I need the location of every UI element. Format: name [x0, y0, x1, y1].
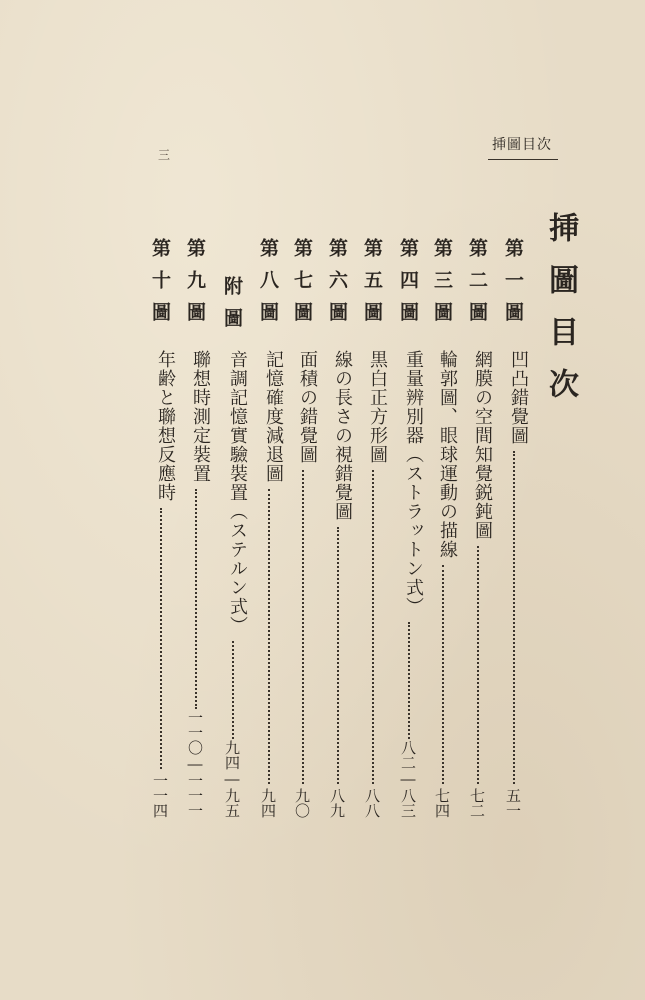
dot-leader [160, 508, 162, 769]
figure-label: 第四圖 [397, 238, 419, 334]
figure-title: 輪郭圖、眼球運動の描線 [437, 350, 458, 559]
toc-entry [362, 238, 386, 818]
figure-title: 黒白正方形圖 [367, 350, 388, 464]
figure-title: 記憶確度減退圖 [263, 350, 284, 483]
figure-label: 附圖 [221, 276, 243, 340]
toc-entry [398, 238, 422, 818]
figure-title: 音調記憶實驗裝置（ステルン式） [227, 350, 248, 635]
figure-label: 第七圖 [291, 238, 313, 334]
toc-entry [467, 238, 491, 818]
header-rule [488, 159, 558, 160]
toc-entry [292, 238, 316, 818]
page-number: 一一〇―一一一 [186, 710, 204, 818]
dot-leader [232, 641, 234, 739]
dot-leader [513, 451, 515, 784]
toc-entry [432, 238, 456, 818]
figure-title: 面積の錯覺圖 [297, 350, 318, 464]
page-number: 八二―八三 [399, 740, 417, 818]
page-title: 挿圖目次 [543, 212, 578, 420]
dot-leader [372, 470, 374, 784]
figure-title: 重量辨別器（ストラットン式） [403, 350, 424, 616]
figure-label: 第五圖 [361, 238, 383, 334]
page-number: 八九 [328, 788, 346, 818]
page-number: 五一 [504, 788, 522, 818]
page-number: 八八 [363, 788, 381, 818]
figure-label: 第十圖 [149, 238, 171, 334]
toc-entry [258, 238, 282, 818]
page-number: 九四 [259, 788, 277, 818]
dot-leader [337, 527, 339, 784]
dot-leader [302, 470, 304, 784]
toc-entry [503, 238, 527, 818]
figure-label: 第一圖 [502, 238, 524, 334]
figure-title: 線の長さの視錯覺圖 [332, 350, 353, 521]
dot-leader [195, 489, 197, 709]
dot-leader [477, 546, 479, 784]
dot-leader [408, 622, 410, 739]
figure-title: 凹凸錯覺圖 [508, 350, 529, 445]
toc-entry [222, 238, 246, 818]
figure-label: 第九圖 [184, 238, 206, 334]
running-header: 挿圖目次 [492, 137, 552, 153]
figure-title: 網膜の空間知覺鋭鈍圖 [472, 350, 493, 540]
figure-title: 聯想時測定裝置 [190, 350, 211, 483]
page-number: 七四 [433, 788, 451, 818]
figure-label: 第六圖 [326, 238, 348, 334]
page-number: 七二 [468, 788, 486, 818]
dot-leader [268, 489, 270, 784]
figure-label: 第三圖 [431, 238, 453, 334]
dot-leader [442, 565, 444, 784]
page-number: 九〇 [293, 788, 311, 818]
page-number: 一一四 [151, 773, 169, 818]
toc-entry [150, 238, 174, 818]
page-number: 九四―九五 [223, 740, 241, 818]
figure-label: 第二圖 [466, 238, 488, 334]
toc-entry [185, 238, 209, 818]
figure-label: 第八圖 [257, 238, 279, 334]
figure-title: 年齢と聯想反應時 [155, 350, 176, 502]
toc-entry [327, 238, 351, 818]
page-mark: 三 [158, 148, 171, 162]
